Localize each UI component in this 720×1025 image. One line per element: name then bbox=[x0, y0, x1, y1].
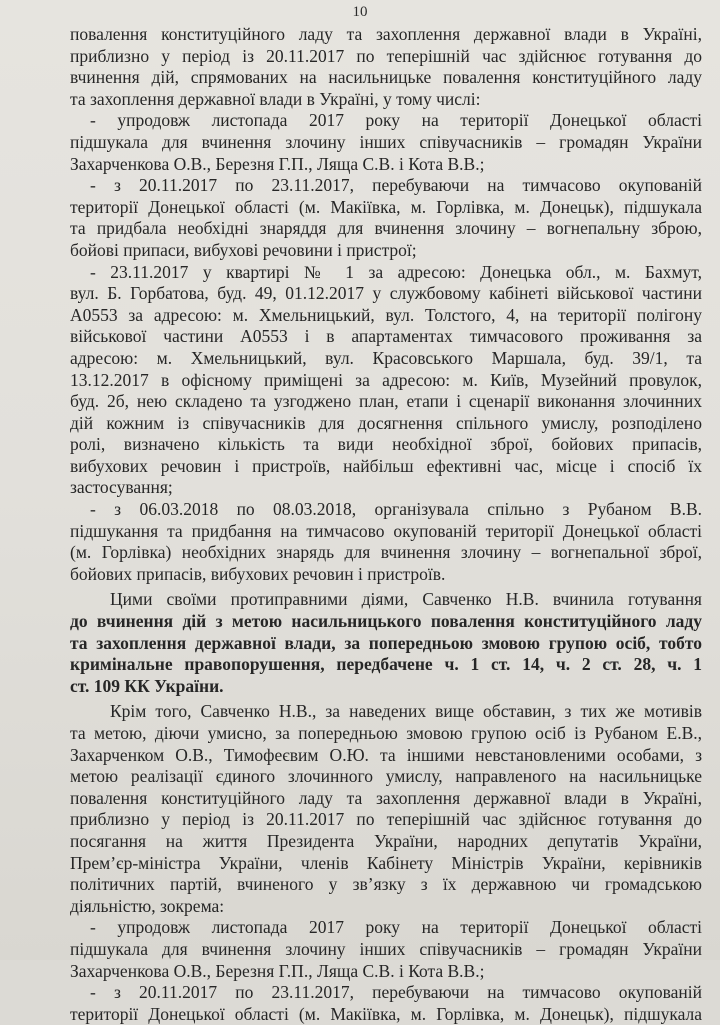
text-line: - з 20.11.2017 по 23.11.2017, перебуваючи на тимчасово окупованій bbox=[90, 175, 702, 196]
text-line: військової частини А0553 і в апартаментах тимчасового проживання за bbox=[70, 326, 702, 347]
list-item-1 bbox=[70, 110, 702, 175]
list-item-3 bbox=[70, 262, 702, 500]
text-line: застосування; bbox=[70, 477, 173, 498]
text-line: Крім того, Савченко Н.В., за наведених вище обставин, з тих же мотивів bbox=[110, 701, 702, 722]
text-line: - з 20.11.2017 по 23.11.2017, перебуваючи на тимчасово окупованій bbox=[90, 982, 702, 1003]
paragraph-additional bbox=[70, 701, 702, 917]
text-line: (м. Горлівка) необхідних знарядь для вчинення злочину – вогнепальної зброї, bbox=[70, 542, 702, 563]
text-line: приблизно у період із 20.11.2017 по теперішній час здійснює готування до bbox=[70, 809, 702, 830]
text-line: та захоплення державної влади, за попередньою змовою групою осіб, тобто bbox=[70, 632, 702, 653]
text-line: - 23.11.2017 у квартирі № 1 за адресою: Донецька обл., м. Бахмут, bbox=[90, 261, 702, 282]
text-line: Цими своїми протиправними діями, Савченко Н.В. вчинила готування bbox=[110, 589, 702, 610]
document-body bbox=[70, 24, 702, 1025]
text-line: Захарченкова О.В., Березня Г.П., Ляща С.В. і Кота В.В.; bbox=[70, 153, 485, 174]
text-line: - з 06.03.2018 по 08.03.2018, організувала спільно з Рубаном В.В. bbox=[90, 499, 702, 520]
text-line: посягання на життя Президента України, народних депутатів України, bbox=[70, 830, 702, 851]
text-line: буд. 2б, нею складено та узгоджено план, етапи і сценарії виконання злочинних bbox=[70, 391, 702, 412]
text-line: Захарченком О.В., Тимофеєвим О.Ю. та іншими невстановленими особами, з bbox=[70, 744, 702, 765]
text-line: - упродовж листопада 2017 року на території Донецької області bbox=[90, 110, 702, 131]
text-line: ролі, визначено кількість та види необхідної зброї, бойових припасів, bbox=[70, 434, 702, 455]
text-line: та захоплення державної влади в Україні, у тому числі: bbox=[70, 88, 481, 109]
text-line: до вчинення дій з метою насильницького повалення конституційного ладу bbox=[70, 611, 702, 632]
text-line: підшукання та придбання на тимчасово окупованій території Донецької області bbox=[70, 520, 702, 541]
paragraph-qualification bbox=[70, 589, 702, 697]
text-line: та метою, діючи умисно, за попередньою змовою групою осіб із Рубаном Е.В., bbox=[70, 723, 702, 743]
text-line: метою реалізації єдиного злочинного умислу, направленого на насильницьке bbox=[70, 766, 702, 787]
text-line: А0553 за адресою: м. Хмельницький, вул. Толстого, 4, на території полігону bbox=[70, 304, 702, 325]
list-item-6 bbox=[70, 982, 702, 1025]
list-item-5 bbox=[70, 917, 702, 982]
text-line: бойові припаси, вибухові речовини і пристрої; bbox=[70, 239, 417, 260]
text-line: ст. 109 КК України. bbox=[70, 675, 224, 696]
text-line: кримінальне правопорушення, передбачене ч. 1 ст. 14, ч. 2 ст. 28, ч. 1 bbox=[70, 654, 702, 675]
text-line: вибухових речовин і пристроїв, найбільш ефективні час, місце і спосіб їх bbox=[70, 455, 702, 476]
text-line: повалення конституційного ладу та захоплення державної влади в Україні, bbox=[70, 787, 702, 808]
text-line: приблизно у період із 20.11.2017 по теперішній час здійснює готування до bbox=[70, 45, 702, 66]
page-number: 10 bbox=[352, 4, 368, 20]
text-line: - упродовж листопада 2017 року на території Донецької області bbox=[90, 917, 702, 938]
text-line: політичних партій, вчиненого у зв’язку з їх державною чи громадською bbox=[70, 874, 702, 895]
list-item-2 bbox=[70, 175, 702, 261]
text-line: підшукала для вчинення злочину інших співучасників – громадян України bbox=[70, 938, 702, 959]
text-line: вул. Б. Горбатова, буд. 49, 01.12.2017 у службовому кабінеті військової частини bbox=[70, 283, 702, 304]
list-item-4 bbox=[70, 499, 702, 585]
text-line: діяльністю, зокрема: bbox=[70, 895, 225, 916]
text-line: території Донецької області (м. Макіївка, м. Горлівка, м. Донецьк), підшукала bbox=[70, 196, 702, 217]
text-line: підшукала для вчинення злочину інших співучасників – громадян України bbox=[70, 131, 702, 152]
text-line: дій кожним із співучасників для досягнення спільного умислу, розподілено bbox=[70, 412, 702, 433]
text-line: Захарченкова О.В., Березня Г.П., Ляща С.В. і Кота В.В.; bbox=[70, 960, 485, 981]
text-line: повалення конституційного ладу та захоплення державної влади в Україні, bbox=[70, 24, 702, 44]
paragraph-intro bbox=[70, 24, 702, 110]
text-line: Прем’єр-міністра України, членів Кабінету Міністрів України, керівників bbox=[70, 852, 702, 873]
text-line: та придбала необхідні знаряддя для вчинення злочину – вогнепальну зброю, bbox=[70, 218, 702, 239]
text-line: вчинення дій, спрямованих на насильницьке повалення конституційного ладу bbox=[70, 67, 702, 88]
text-line: 13.12.2017 в офісному приміщені за адресою: м. Київ, Музейний провулок, bbox=[70, 369, 702, 390]
text-line: адресою: м. Хмельницький, вул. Красовського Маршала, буд. 39/1, та bbox=[70, 347, 702, 368]
text-line: території Донецької області (м. Макіївка, м. Горлівка, м. Донецьк), підшукала bbox=[70, 1003, 702, 1024]
text-line: бойових припасів, вибухових речовин і пристроїв. bbox=[70, 563, 446, 584]
